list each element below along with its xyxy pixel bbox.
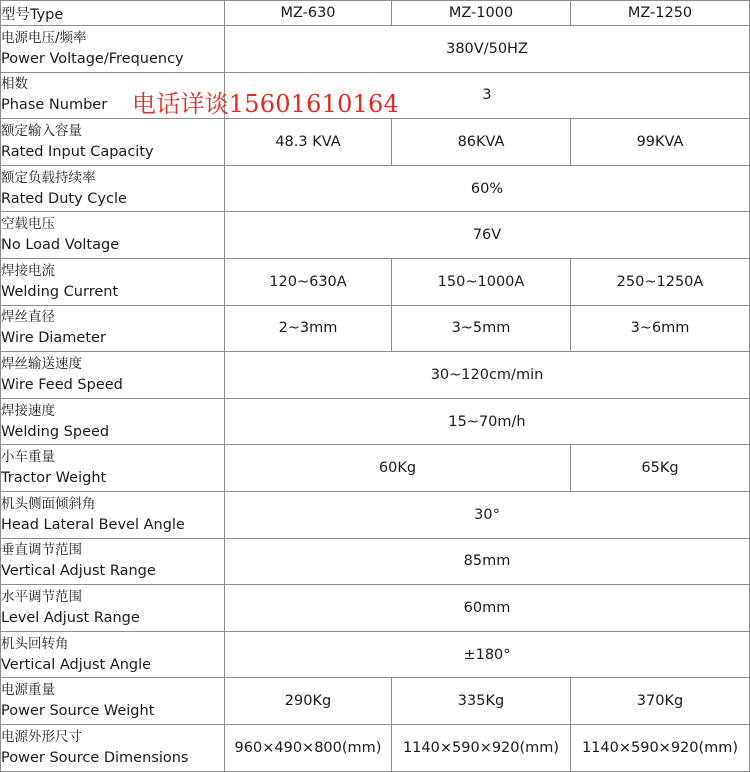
- row-label: [1, 119, 225, 166]
- label-cn: 焊接速度: [1, 402, 55, 419]
- row-power-source-dimensions: [1, 724, 750, 771]
- label-cn: 焊接电流: [1, 262, 55, 279]
- value-mz1250: 3~6mm: [571, 305, 750, 352]
- row-rated-input-capacity: [1, 119, 750, 166]
- label-en: Head Lateral Bevel Angle: [1, 516, 185, 533]
- label-en: Wire Feed Speed: [1, 376, 123, 393]
- value-mz1250: 250~1250A: [571, 258, 750, 305]
- label-en: Rated Duty Cycle: [1, 190, 127, 207]
- row-label: [1, 585, 225, 632]
- row-power-source-weight: [1, 678, 750, 725]
- value-all-models: 380V/50HZ: [225, 26, 750, 73]
- row-welding-current: [1, 258, 750, 305]
- label-cn: 小车重量: [1, 449, 55, 466]
- value-mz1250: 370Kg: [571, 678, 750, 725]
- row-power-voltage: [1, 26, 750, 73]
- value-mz1000: 335Kg: [392, 678, 571, 725]
- label-cn: 电源重量: [1, 682, 55, 699]
- row-wire-diameter: [1, 305, 750, 352]
- label-en: Power Source Dimensions: [1, 749, 189, 766]
- value-mz630: 2~3mm: [225, 305, 392, 352]
- label-en: Vertical Adjust Angle: [1, 656, 152, 673]
- model-header-mz1250: MZ-1250: [571, 1, 750, 26]
- row-wire-feed-speed: [1, 352, 750, 399]
- row-label: [1, 631, 225, 678]
- row-label: [1, 724, 225, 771]
- value-all-models: 15~70m/h: [225, 398, 750, 445]
- row-label: [1, 538, 225, 585]
- row-vertical-adjust-angle: [1, 631, 750, 678]
- value-all-models: 60%: [225, 165, 750, 212]
- value-all-models: 3: [225, 72, 750, 119]
- value-all-models: ±180°: [225, 631, 750, 678]
- label-cn: 水平调节范围: [1, 588, 82, 605]
- row-label: [1, 258, 225, 305]
- row-tractor-weight: [1, 445, 750, 492]
- label-en: Wire Diameter: [1, 330, 106, 347]
- value-all-models: 60mm: [225, 585, 750, 632]
- type-header-label: 型号Type: [1, 1, 225, 26]
- row-no-load-voltage: [1, 212, 750, 259]
- value-mz630: 290Kg: [225, 678, 392, 725]
- label-en: Level Adjust Range: [1, 609, 140, 626]
- value-mz1000: 86KVA: [392, 119, 571, 166]
- row-label: [1, 398, 225, 445]
- label-cn: 焊丝直径: [1, 309, 55, 326]
- row-label: [1, 678, 225, 725]
- row-head-lateral-bevel-angle: [1, 491, 750, 538]
- row-label: [1, 165, 225, 212]
- row-level-adjust-range: [1, 585, 750, 632]
- label-en: Welding Speed: [1, 423, 110, 440]
- label-cn: 空载电压: [1, 216, 55, 233]
- label-cn: 额定负载持续率: [1, 169, 96, 186]
- value-mz1250: 65Kg: [571, 445, 750, 492]
- row-label: [1, 491, 225, 538]
- value-mz630-mz1000: 60Kg: [225, 445, 571, 492]
- value-mz1000: 150~1000A: [392, 258, 571, 305]
- value-mz1000: 1140×590×920(mm): [392, 724, 571, 771]
- header-row: [1, 1, 750, 26]
- model-header-mz1000: MZ-1000: [392, 1, 571, 26]
- value-all-models: 30°: [225, 491, 750, 538]
- label-en: Welding Current: [1, 283, 119, 300]
- row-label: [1, 26, 225, 73]
- value-mz630: 120~630A: [225, 258, 392, 305]
- row-label: [1, 305, 225, 352]
- value-mz630: 48.3 KVA: [225, 119, 392, 166]
- label-en: No Load Voltage: [1, 237, 120, 254]
- label-en: Rated Input Capacity: [1, 143, 154, 160]
- value-mz1000: 3~5mm: [392, 305, 571, 352]
- row-rated-duty-cycle: [1, 165, 750, 212]
- row-vertical-adjust-range: [1, 538, 750, 585]
- value-mz1250: 1140×590×920(mm): [571, 724, 750, 771]
- label-en: Phase Number: [1, 97, 108, 114]
- row-welding-speed: [1, 398, 750, 445]
- value-all-models: 85mm: [225, 538, 750, 585]
- value-mz630: 960×490×800(mm): [225, 724, 392, 771]
- label-cn: 电源电压/频率: [1, 29, 87, 46]
- label-en: Power Source Weight: [1, 703, 155, 720]
- label-cn: 机头侧面倾斜角: [1, 495, 96, 512]
- row-label: [1, 212, 225, 259]
- label-cn: 电源外形尺寸: [1, 728, 82, 745]
- label-cn: 机头回转角: [1, 635, 69, 652]
- phone-watermark: 电话详谈15601610164: [132, 90, 399, 118]
- value-mz1250: 99KVA: [571, 119, 750, 166]
- label-cn: 垂直调节范围: [1, 542, 82, 559]
- label-cn: 相数: [1, 76, 28, 93]
- value-all-models: 76V: [225, 212, 750, 259]
- label-cn: 焊丝输送速度: [1, 355, 82, 372]
- model-header-mz630: MZ-630: [225, 1, 392, 26]
- label-en: Power Voltage/Frequency: [1, 50, 184, 67]
- row-label: [1, 352, 225, 399]
- row-label: [1, 445, 225, 492]
- label-en: Vertical Adjust Range: [1, 563, 156, 580]
- value-all-models: 30~120cm/min: [225, 352, 750, 399]
- label-cn: 额定输入容量: [1, 122, 82, 139]
- label-en: Tractor Weight: [1, 470, 107, 487]
